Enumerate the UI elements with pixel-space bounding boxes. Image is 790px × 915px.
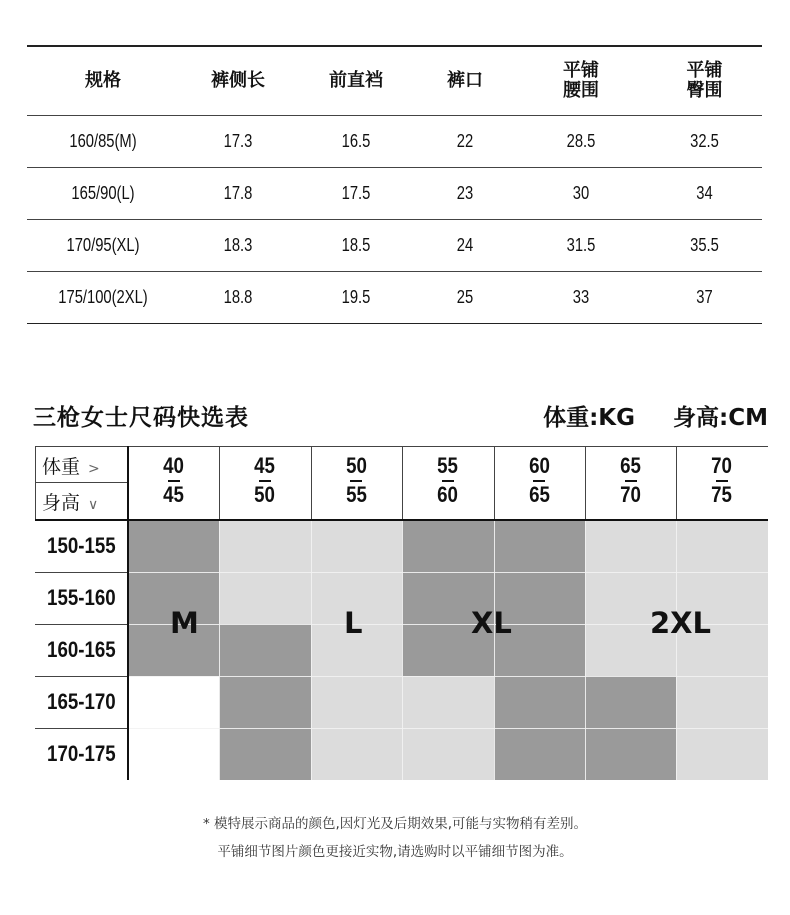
grid-cell-light <box>311 728 403 780</box>
table-cell: 170/95(XL) <box>66 235 140 255</box>
grid-cell-white <box>128 676 220 728</box>
table-cell: 37 <box>696 287 713 307</box>
table-cell: 22 <box>456 131 474 151</box>
grid-cell-light <box>676 520 768 572</box>
weight-column-header: 50 55 <box>345 453 367 507</box>
grid-cell-dark <box>219 728 311 780</box>
quick-select-title: 三枪女士尺码快选表 <box>33 405 249 431</box>
size-label-xl: XL <box>471 606 512 640</box>
header-divider <box>585 446 586 520</box>
table-cell: 23 <box>456 183 474 203</box>
row-header-divider <box>35 624 127 625</box>
chevron-down-icon: ∨ <box>88 497 99 513</box>
grid-cell-light <box>219 572 311 624</box>
grid-divider <box>128 728 768 729</box>
grid-cell-light <box>311 520 403 572</box>
grid-cell-light <box>676 728 768 780</box>
grid-divider <box>128 676 768 677</box>
grid-cell-dark <box>128 520 220 572</box>
grid-cell-light <box>219 520 311 572</box>
table-cell: 18.3 <box>223 235 253 255</box>
grid-cell-dark <box>494 520 586 572</box>
unit-weight-label: 体重:KG <box>543 405 636 431</box>
grid-cell-light <box>585 520 677 572</box>
row-header-divider <box>35 728 127 729</box>
header-waist: 平铺 腰围 <box>563 60 599 101</box>
table-cell: 34 <box>696 183 713 203</box>
grid-cell-dark <box>402 520 494 572</box>
grid-cell-light <box>676 676 768 728</box>
table-cell: 24 <box>456 235 474 255</box>
weight-column-header: 70 75 <box>711 453 733 507</box>
weight-column-header: 60 65 <box>528 453 550 507</box>
table-row <box>27 272 762 324</box>
grid-cell-light <box>402 728 494 780</box>
grid-divider <box>311 520 312 780</box>
grid-divider <box>402 520 403 780</box>
corner-height-label: 身高 ∨ <box>42 492 99 514</box>
weight-column-header: 40 45 <box>163 453 184 507</box>
header-divider <box>402 446 403 520</box>
header-spec: 规格 <box>85 70 121 91</box>
grid-row-header-rule <box>127 446 129 780</box>
corner-left-rule <box>35 446 36 520</box>
table-cell: 17.3 <box>223 131 253 151</box>
table-cell: 33 <box>572 287 590 307</box>
weight-column-header: 65 70 <box>620 453 641 507</box>
corner-weight-label: 体重 > <box>42 456 100 478</box>
table-cell: 31.5 <box>566 235 596 255</box>
grid-cell-light <box>311 676 403 728</box>
table-cell: 32.5 <box>690 131 719 151</box>
header-divider <box>311 446 312 520</box>
grid-header-rule <box>35 519 768 521</box>
grid-cell-dark <box>494 728 586 780</box>
table-cell: 35.5 <box>690 235 719 255</box>
grid-divider <box>676 520 677 780</box>
row-header-divider <box>35 676 127 677</box>
header-leg-opening: 裤口 <box>447 70 483 91</box>
grid-cell-dark <box>585 728 677 780</box>
grid-divider <box>128 572 768 573</box>
table-cell: 19.5 <box>341 287 371 307</box>
unit-height-label: 身高:CM <box>673 405 768 431</box>
height-row-header: 170-175 <box>46 741 116 766</box>
table-cell: 17.5 <box>341 183 371 203</box>
height-row-header: 165-170 <box>46 689 116 714</box>
table-cell: 160/85(M) <box>69 131 137 151</box>
header-front-rise: 前直裆 <box>329 70 383 91</box>
size-label-m: M <box>170 606 199 640</box>
table-cell: 17.8 <box>223 183 253 203</box>
table-cell: 16.5 <box>341 131 371 151</box>
table-cell: 175/100(2XL) <box>58 287 148 307</box>
grid-cell-dark <box>219 624 311 676</box>
table-header-row <box>27 47 762 116</box>
corner-divider <box>35 482 127 483</box>
grid-top-rule <box>35 446 768 447</box>
grid-divider <box>494 520 495 780</box>
header-divider <box>219 446 220 520</box>
height-row-header: 155-160 <box>46 585 116 610</box>
table-row <box>27 116 762 168</box>
chevron-right-icon: > <box>88 461 100 477</box>
table-cell: 25 <box>456 287 474 307</box>
weight-column-header: 55 60 <box>437 453 459 507</box>
quick-select-units <box>513 399 768 432</box>
table-row <box>27 220 762 272</box>
grid-cell-dark <box>585 676 677 728</box>
size-label-2xl: 2XL <box>650 606 712 640</box>
row-header-divider <box>35 572 127 573</box>
grid-cell-white <box>128 728 220 780</box>
weight-column-header: 45 50 <box>254 453 276 507</box>
grid-cell-light <box>402 676 494 728</box>
grid-cell-dark <box>494 676 586 728</box>
footnote-color: * 模特展示商品的颜色,因灯光及后期效果,可能与实物稍有差别。 <box>202 816 588 832</box>
height-row-header: 160-165 <box>46 637 116 662</box>
table-cell: 28.5 <box>566 131 596 151</box>
grid-cell-dark <box>219 676 311 728</box>
table-cell: 18.8 <box>223 287 253 307</box>
header-side-length: 裤侧长 <box>211 70 265 91</box>
header-hip: 平铺 臀围 <box>686 60 723 101</box>
grid-divider <box>585 520 586 780</box>
size-label-l: L <box>344 606 363 640</box>
height-row-header: 150-155 <box>46 533 116 558</box>
table-cell: 18.5 <box>341 235 371 255</box>
grid-divider <box>219 520 220 780</box>
table-cell: 30 <box>572 183 590 203</box>
header-divider <box>676 446 677 520</box>
footnote-detail: 平铺细节图片颜色更接近实物,请选购时以平铺细节图为准。 <box>217 844 573 860</box>
size-table <box>27 45 762 324</box>
table-cell: 165/90(L) <box>71 183 135 203</box>
table-row <box>27 168 762 220</box>
header-divider <box>494 446 495 520</box>
